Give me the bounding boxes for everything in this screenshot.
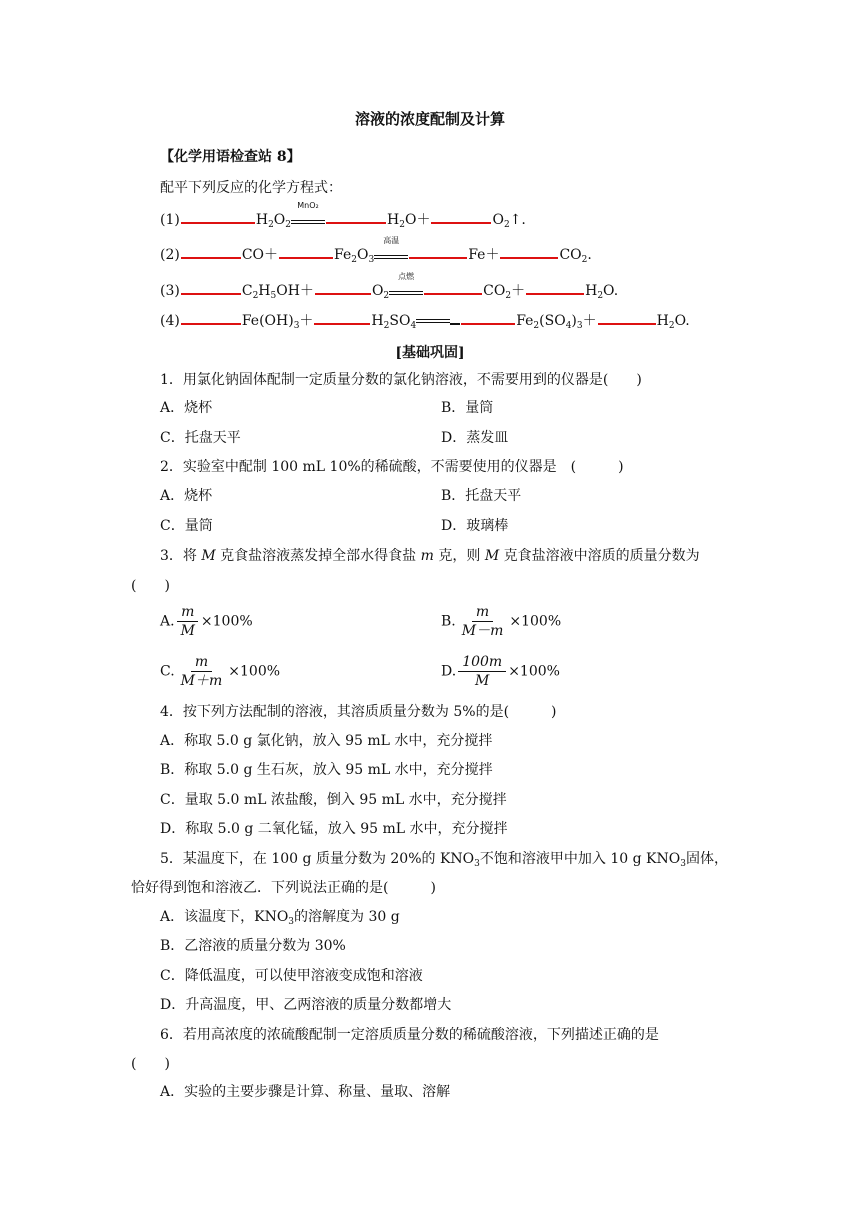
reaction-condition: 高温	[374, 247, 408, 259]
question-5-option-a[interactable]: A．该温度下，$KNO_3$的溶解度为 30 g	[160, 909, 400, 927]
answer-blank[interactable]	[181, 256, 241, 259]
fraction: $\frac{100m}{M}$	[458, 653, 506, 690]
equation-number: (1)	[160, 212, 180, 228]
question-5-option-b[interactable]: B．乙溶液的质量分数为 30%	[160, 938, 346, 954]
equals-sign	[416, 319, 450, 323]
answer-blank[interactable]	[326, 221, 386, 224]
question-4-option-b[interactable]: B．称取 5.0 g 生石灰，放入 95 mL 水中，充分搅拌	[160, 762, 493, 778]
equation-4: (4) $Fe(OH)_3+ H_2SO_4$ $Fe_2(SO_4)_3+ H_2O$.	[160, 313, 690, 331]
section-heading-basic: [基础巩固]	[395, 345, 465, 361]
answer-blank[interactable]	[431, 221, 491, 224]
equation-3: (3) $C_2H_5OH+ O_2$ 点燃 $CO_2+ H_2O$.	[160, 272, 619, 301]
question-3-paren: ( )	[131, 578, 170, 594]
question-4-stem: 4．按下列方法配制的溶液，其溶质质量分数为 5%的是( )	[160, 704, 557, 720]
question-5-option-d[interactable]: D．升高温度，甲、乙两溶液的质量分数都增大	[160, 997, 452, 1013]
question-2-option-d[interactable]: D．玻璃棒	[441, 518, 509, 534]
answer-blank[interactable]	[315, 292, 371, 295]
question-6-option-a[interactable]: A．实验的主要步骤是计算、称量、量取、溶解	[160, 1084, 451, 1100]
question-6-stem: 6．若用高浓度的浓硫酸配制一定溶质质量分数的稀硫酸溶液，下列描述正确的是	[160, 1027, 659, 1043]
answer-blank[interactable]	[181, 322, 241, 325]
question-6-paren: ( )	[131, 1056, 170, 1072]
equation-2: (2) $CO+ Fe_2O_3$ 高温 $Fe+ CO_2$.	[160, 236, 592, 265]
answer-blank[interactable]	[461, 322, 515, 325]
question-4-option-c[interactable]: C．量取 5.0 mL 浓盐酸，倒入 95 mL 水中，充分搅拌	[160, 792, 507, 808]
answer-blank[interactable]	[181, 221, 255, 224]
question-4-option-d[interactable]: D．称取 5.0 g 二氧化锰，放入 95 mL 水中，充分搅拌	[160, 821, 508, 837]
equation-1: (1) $H_2O_2$ MnO₂ $H_2O+$ $O_2↑$.	[160, 201, 526, 230]
question-2-stem: 2．实验室中配制 100 mL 10%的稀硫酸，不需要使用的仪器是 ( )	[160, 459, 624, 475]
fraction: $\frac{m}{M+m}$	[180, 654, 223, 689]
answer-blank[interactable]	[500, 256, 558, 259]
question-3-option-c[interactable]: C. $\frac{m}{M+m}$ ×100%	[160, 654, 281, 689]
question-5-stem-line-1: 5．某温度下，在 100 g 质量分数为 20%的 $KNO_3$不饱和溶液甲中加入 10 g $KNO_3$固体，	[160, 851, 728, 869]
answer-blank[interactable]	[314, 322, 370, 325]
question-2-option-a[interactable]: A．烧杯	[160, 488, 213, 504]
question-5-option-c[interactable]: C．降低温度，可以使甲溶液变成饱和溶液	[160, 968, 423, 984]
question-3-option-d[interactable]: D. $\frac{100m}{M}$ ×100%	[441, 654, 560, 689]
question-1-option-a[interactable]: A．烧杯	[160, 400, 213, 416]
question-2-option-b[interactable]: B．托盘天平	[441, 488, 522, 504]
equation-number: (3)	[160, 283, 180, 299]
fraction: $\frac{m}{M}$	[177, 603, 199, 640]
question-4-option-a[interactable]: A．称取 5.0 g 氯化钠，放入 95 mL 水中，充分搅拌	[160, 733, 493, 749]
fraction: $\frac{m}{M-m}$	[461, 604, 504, 639]
question-1-option-b[interactable]: B．量筒	[441, 400, 494, 416]
question-3-stem: 3．将 M 克食盐溶液蒸发掉全部水得食盐 m 克，则 M 克食盐溶液中溶质的质量分数为	[160, 548, 700, 564]
question-1-stem: 1．用氯化钠固体配制一定质量分数的氯化钠溶液，不需要用到的仪器是( )	[160, 372, 642, 388]
question-5-stem-line-2: 恰好得到饱和溶液乙．下列说法正确的是( )	[131, 880, 436, 896]
answer-blank[interactable]	[181, 292, 241, 295]
question-1-option-d[interactable]: D．蒸发皿	[441, 430, 509, 446]
instruction: 配平下列反应的化学方程式：	[160, 180, 342, 196]
answer-blank[interactable]	[424, 292, 482, 295]
answer-blank[interactable]	[279, 256, 333, 259]
answer-blank[interactable]	[526, 292, 584, 295]
answer-blank[interactable]	[598, 322, 656, 325]
equation-number: (2)	[160, 247, 180, 263]
answer-blank[interactable]	[409, 256, 467, 259]
reaction-condition: MnO₂	[291, 212, 325, 224]
question-2-option-c[interactable]: C．量筒	[160, 518, 213, 534]
reaction-condition: 点燃	[389, 283, 423, 295]
question-3-option-a[interactable]: A. $\frac{m}{M}$ ×100%	[160, 604, 253, 639]
equation-number: (4)	[160, 313, 180, 329]
section-header: 【化学用语检查站 8】	[160, 149, 301, 165]
page-title: 溶液的浓度配制及计算	[354, 110, 505, 128]
question-1-option-c[interactable]: C．托盘天平	[160, 430, 241, 446]
question-3-option-b[interactable]: B. $\frac{m}{M-m}$ ×100%	[441, 604, 562, 639]
